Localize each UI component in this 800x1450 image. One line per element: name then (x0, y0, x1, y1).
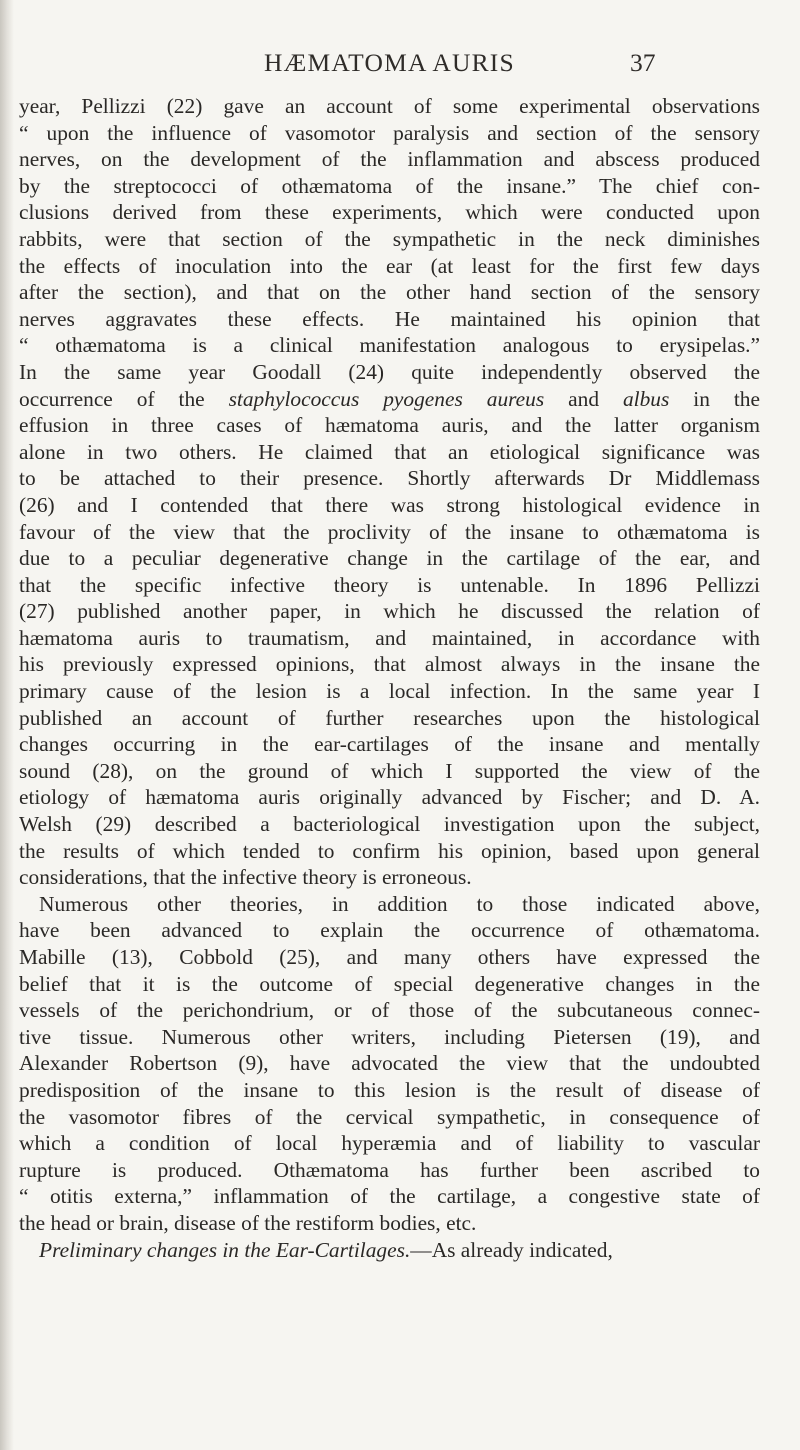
text-run: in the (669, 386, 760, 411)
text-run: occurrence of the (19, 386, 229, 411)
text-line: sound (28), on the ground of which I supported the view of the (19, 758, 760, 783)
text-line: nerves aggravates these effects. He maintained his opinion that (19, 306, 760, 331)
text-line: effusion in three cases of hæmatoma auris, and the latter organism (19, 413, 760, 438)
paragraph-first-line: Numerous other theories, in addition to those indicated above, (39, 891, 760, 916)
text-line: the effects of inoculation into the ear (at least for the first few days (19, 253, 760, 278)
text-line: favour of the view that the proclivity of the insane to othæmatoma is (19, 519, 760, 544)
text-line: by the streptococci of othæmatoma of the insane.” The chief con- (19, 173, 760, 198)
text-line: to be attached to their presence. Shortly afterwards Dr Middlemass (19, 466, 760, 491)
section-lead-line (19, 1237, 760, 1264)
text-line: nerves, on the development of the inflammation and abscess produced (19, 147, 760, 172)
page-binding-edge (0, 0, 14, 1450)
text-line: changes occurring in the ear-cartilages of the insane and mentally (19, 732, 760, 757)
text-line: which a condition of local hyperæmia and of liability to vascular (19, 1131, 760, 1156)
text-line: considerations, that the infective theory is erroneous. (19, 865, 472, 890)
text-run: and (544, 386, 623, 411)
text-line: etiology of hæmatoma auris originally advanced by Fischer; and D. A. (19, 785, 760, 810)
text-line: the results of which tended to confirm his opinion, based upon general (19, 838, 760, 863)
text-line: the head or brain, disease of the restiform bodies, etc. (19, 1210, 477, 1235)
page-number: 37 (630, 48, 656, 77)
text-line: the vasomotor fibres of the cervical sympathetic, in consequence of (19, 1104, 760, 1129)
text-line: “ upon the influence of vasomotor paralysis and section of the sensory (19, 120, 760, 145)
text-line: tive tissue. Numerous other writers, including Pietersen (19), and (19, 1024, 760, 1049)
text-line: Welsh (29) described a bacteriological investigation upon the subject, (19, 812, 760, 837)
section-lead-text: —As already indicated, (410, 1237, 613, 1262)
text-line: rupture is produced. Othæmatoma has further been ascribed to (19, 1157, 760, 1182)
section-heading: Preliminary changes in the Ear-Cartilages. (39, 1237, 411, 1262)
text-line: (26) and I contended that there was strong histological evidence in (19, 492, 760, 517)
italic-species-name: staphylococcus pyogenes aureus (228, 386, 545, 411)
text-line: alone in two others. He claimed that an etiological significance was (19, 439, 760, 464)
text-line: year, Pellizzi (22) gave an account of some experimental observations (19, 94, 760, 118)
running-head-title: HÆMATOMA AURIS (264, 48, 515, 77)
text-line: hæmatoma auris to traumatism, and maintained, in accordance with (19, 625, 760, 650)
text-line: have been advanced to explain the occurrence of othæmatoma. (19, 918, 760, 943)
text-line: after the section), and that on the other hand section of the sensory (19, 280, 760, 305)
text-line: that the specific infective theory is untenable. In 1896 Pellizzi (19, 572, 760, 597)
text-line-with-italics (19, 386, 760, 413)
text-line: published an account of further researches upon the histological (19, 705, 760, 730)
text-line: Mabille (13), Cobbold (25), and many others have expressed the (19, 945, 760, 969)
text-line: (27) published another paper, in which he discussed the relation of (19, 599, 760, 624)
text-line: due to a peculiar degenerative change in the cartilage of the ear, and (19, 546, 760, 571)
text-line: primary cause of the lesion is a local infection. In the same year I (19, 679, 760, 704)
text-line: Alexander Robertson (9), have advocated the view that the undoubted (19, 1051, 760, 1076)
text-line: vessels of the perichondrium, or of those of the subcutaneous connec- (19, 998, 760, 1023)
text-line: belief that it is the outcome of special degenerative changes in the (19, 971, 760, 996)
text-line: In the same year Goodall (24) quite independently observed the (19, 359, 760, 384)
text-line: “ othæmatoma is a clinical manifestation analogous to erysipelas.” (19, 333, 760, 358)
body-text (19, 93, 760, 1263)
text-line: his previously expressed opinions, that almost always in the insane the (19, 652, 760, 677)
text-line: “ otitis externa,” inflammation of the cartilage, a congestive state of (19, 1184, 760, 1209)
text-line: clusions derived from these experiments, which were conducted upon (19, 200, 760, 225)
text-line: rabbits, were that section of the sympathetic in the neck diminishes (19, 226, 760, 251)
text-line: predisposition of the insane to this lesion is the result of disease of (19, 1077, 760, 1102)
italic-species-name: albus (622, 386, 670, 411)
